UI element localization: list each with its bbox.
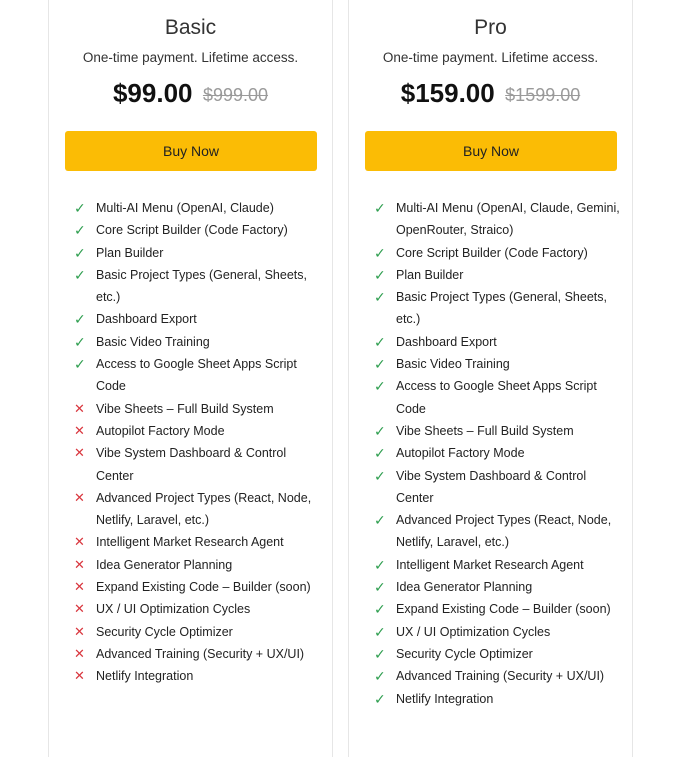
feature-item [374, 375, 622, 420]
check-icon: ✓ [374, 690, 386, 707]
price-row [349, 78, 632, 109]
check-icon: ✓ [374, 512, 386, 529]
feature-text: Intelligent Market Research Agent [396, 557, 584, 572]
feature-text: Basic Video Training [396, 357, 510, 372]
feature-text: Netlify Integration [96, 669, 194, 684]
plan-old-price: $999.00 [202, 85, 269, 105]
feature-text: Expand Existing Code – Builder (soon) [96, 580, 311, 595]
feature-item [374, 598, 622, 620]
feature-item [374, 621, 622, 643]
check-icon: ✓ [74, 266, 86, 283]
buy-now-button[interactable]: Buy Now [65, 131, 317, 171]
feature-text: Advanced Training (Security + UX/UI) [396, 669, 605, 684]
feature-text: Core Script Builder (Code Factory) [396, 245, 588, 260]
plan-subtitle: One-time payment. Lifetime access. [82, 50, 299, 65]
feature-item [374, 576, 622, 598]
feature-text: Security Cycle Optimizer [396, 646, 533, 661]
feature-item [74, 420, 322, 442]
feature-item [74, 598, 322, 620]
cross-icon: ✕ [74, 422, 85, 438]
feature-item [74, 531, 322, 553]
cross-icon: ✕ [74, 645, 85, 661]
plan-subtitle: One-time payment. Lifetime access. [382, 50, 599, 65]
check-icon: ✓ [374, 422, 386, 439]
feature-text: Autopilot Factory Mode [396, 446, 525, 461]
feature-text: Vibe Sheets – Full Build System [396, 423, 574, 438]
check-icon: ✓ [374, 467, 386, 484]
check-icon: ✓ [74, 244, 86, 261]
feature-item [74, 398, 322, 420]
feature-text: Access to Google Sheet Apps Script Code [396, 379, 597, 416]
feature-item [374, 665, 622, 687]
feature-item [374, 643, 622, 665]
check-icon: ✓ [374, 378, 386, 395]
feature-text: Core Script Builder (Code Factory) [96, 223, 288, 238]
feature-text: Plan Builder [396, 267, 464, 282]
feature-item [374, 197, 622, 242]
feature-text: Security Cycle Optimizer [96, 624, 233, 639]
feature-item [74, 331, 322, 353]
feature-item [74, 665, 322, 687]
check-icon: ✓ [374, 601, 386, 618]
price-row [49, 78, 332, 109]
feature-item [74, 219, 322, 241]
feature-item [74, 576, 322, 598]
feature-item [74, 308, 322, 330]
feature-item [74, 264, 322, 309]
check-icon: ✓ [374, 623, 386, 640]
feature-item [374, 442, 622, 464]
feature-text: Basic Project Types (General, Sheets, etc.) [396, 290, 607, 327]
check-icon: ✓ [374, 579, 386, 596]
cross-icon: ✕ [74, 623, 85, 639]
check-icon: ✓ [74, 311, 86, 328]
cross-icon: ✕ [74, 489, 85, 505]
cross-icon: ✕ [74, 534, 85, 550]
check-icon: ✓ [374, 356, 386, 373]
cross-icon: ✕ [74, 601, 85, 617]
check-icon: ✓ [374, 289, 386, 306]
feature-text: Expand Existing Code – Builder (soon) [396, 602, 611, 617]
check-icon: ✓ [74, 356, 86, 373]
plan-price: $159.00 [400, 78, 495, 108]
feature-item [74, 554, 322, 576]
plan-price: $99.00 [112, 78, 193, 108]
feature-item [374, 465, 622, 510]
check-icon: ✓ [74, 200, 86, 216]
feature-text: UX / UI Optimization Cycles [396, 624, 551, 639]
plan-title: Pro [474, 16, 507, 39]
feature-text: Multi-AI Menu (OpenAI, Claude, Gemini, OpenRouter, Straico) [396, 201, 620, 238]
plan-old-price: $1599.00 [505, 85, 581, 105]
buy-now-button[interactable]: Buy Now [365, 131, 617, 171]
feature-item [374, 420, 622, 442]
feature-item [74, 621, 322, 643]
feature-text: Plan Builder [96, 245, 164, 260]
feature-text: Advanced Training (Security + UX/UI) [96, 646, 305, 661]
feature-text: Intelligent Market Research Agent [96, 535, 284, 550]
feature-item [74, 242, 322, 264]
cross-icon: ✕ [74, 556, 85, 572]
feature-item [374, 353, 622, 375]
plan-card-pro [348, 0, 633, 757]
feature-item [374, 264, 622, 286]
feature-text: Vibe Sheets – Full Build System [96, 401, 274, 416]
feature-text: Vibe System Dashboard & Control Center [96, 446, 287, 483]
feature-text: Basic Project Types (General, Sheets, etc.) [96, 267, 307, 305]
feature-item [74, 643, 322, 665]
feature-item [374, 509, 622, 554]
check-icon: ✓ [374, 645, 386, 662]
feature-text: Multi-AI Menu (OpenAI, Claude) [96, 201, 274, 215]
feature-text: Netlify Integration [396, 691, 494, 706]
check-icon: ✓ [374, 266, 386, 283]
check-icon: ✓ [374, 445, 386, 462]
feature-text: Basic Video Training [96, 334, 210, 349]
feature-item [74, 442, 322, 487]
feature-list [74, 197, 322, 688]
feature-text: Autopilot Factory Mode [96, 423, 225, 438]
cross-icon: ✕ [74, 579, 85, 595]
feature-item [374, 688, 622, 710]
feature-text: Dashboard Export [96, 312, 197, 327]
cross-icon: ✕ [74, 445, 85, 461]
check-icon: ✓ [374, 556, 386, 573]
feature-item [374, 554, 622, 576]
feature-list [374, 197, 622, 710]
check-icon: ✓ [374, 668, 386, 685]
feature-text: Vibe System Dashboard & Control Center [396, 468, 587, 505]
check-icon: ✓ [374, 244, 386, 261]
plan-title: Basic [164, 16, 217, 39]
feature-item [374, 331, 622, 353]
feature-item [74, 487, 322, 532]
feature-text: Access to Google Sheet Apps Script Code [96, 357, 297, 394]
feature-item [374, 286, 622, 331]
feature-text: Advanced Project Types (React, Node, Netlify, Laravel, etc.) [396, 513, 612, 550]
check-icon: ✓ [374, 333, 386, 350]
check-icon: ✓ [74, 333, 86, 350]
feature-text: Dashboard Export [396, 334, 497, 349]
feature-item [74, 353, 322, 398]
feature-text: Idea Generator Planning [96, 557, 233, 572]
plan-card-basic [48, 0, 333, 757]
feature-text: Advanced Project Types (React, Node, Netlify, Laravel, etc.) [96, 490, 312, 528]
cross-icon: ✕ [74, 400, 85, 416]
feature-text: UX / UI Optimization Cycles [96, 602, 251, 617]
check-icon: ✓ [374, 200, 386, 216]
check-icon: ✓ [74, 222, 86, 239]
feature-item [374, 242, 622, 264]
feature-text: Idea Generator Planning [396, 580, 533, 595]
feature-item [74, 197, 322, 219]
cross-icon: ✕ [74, 668, 85, 684]
